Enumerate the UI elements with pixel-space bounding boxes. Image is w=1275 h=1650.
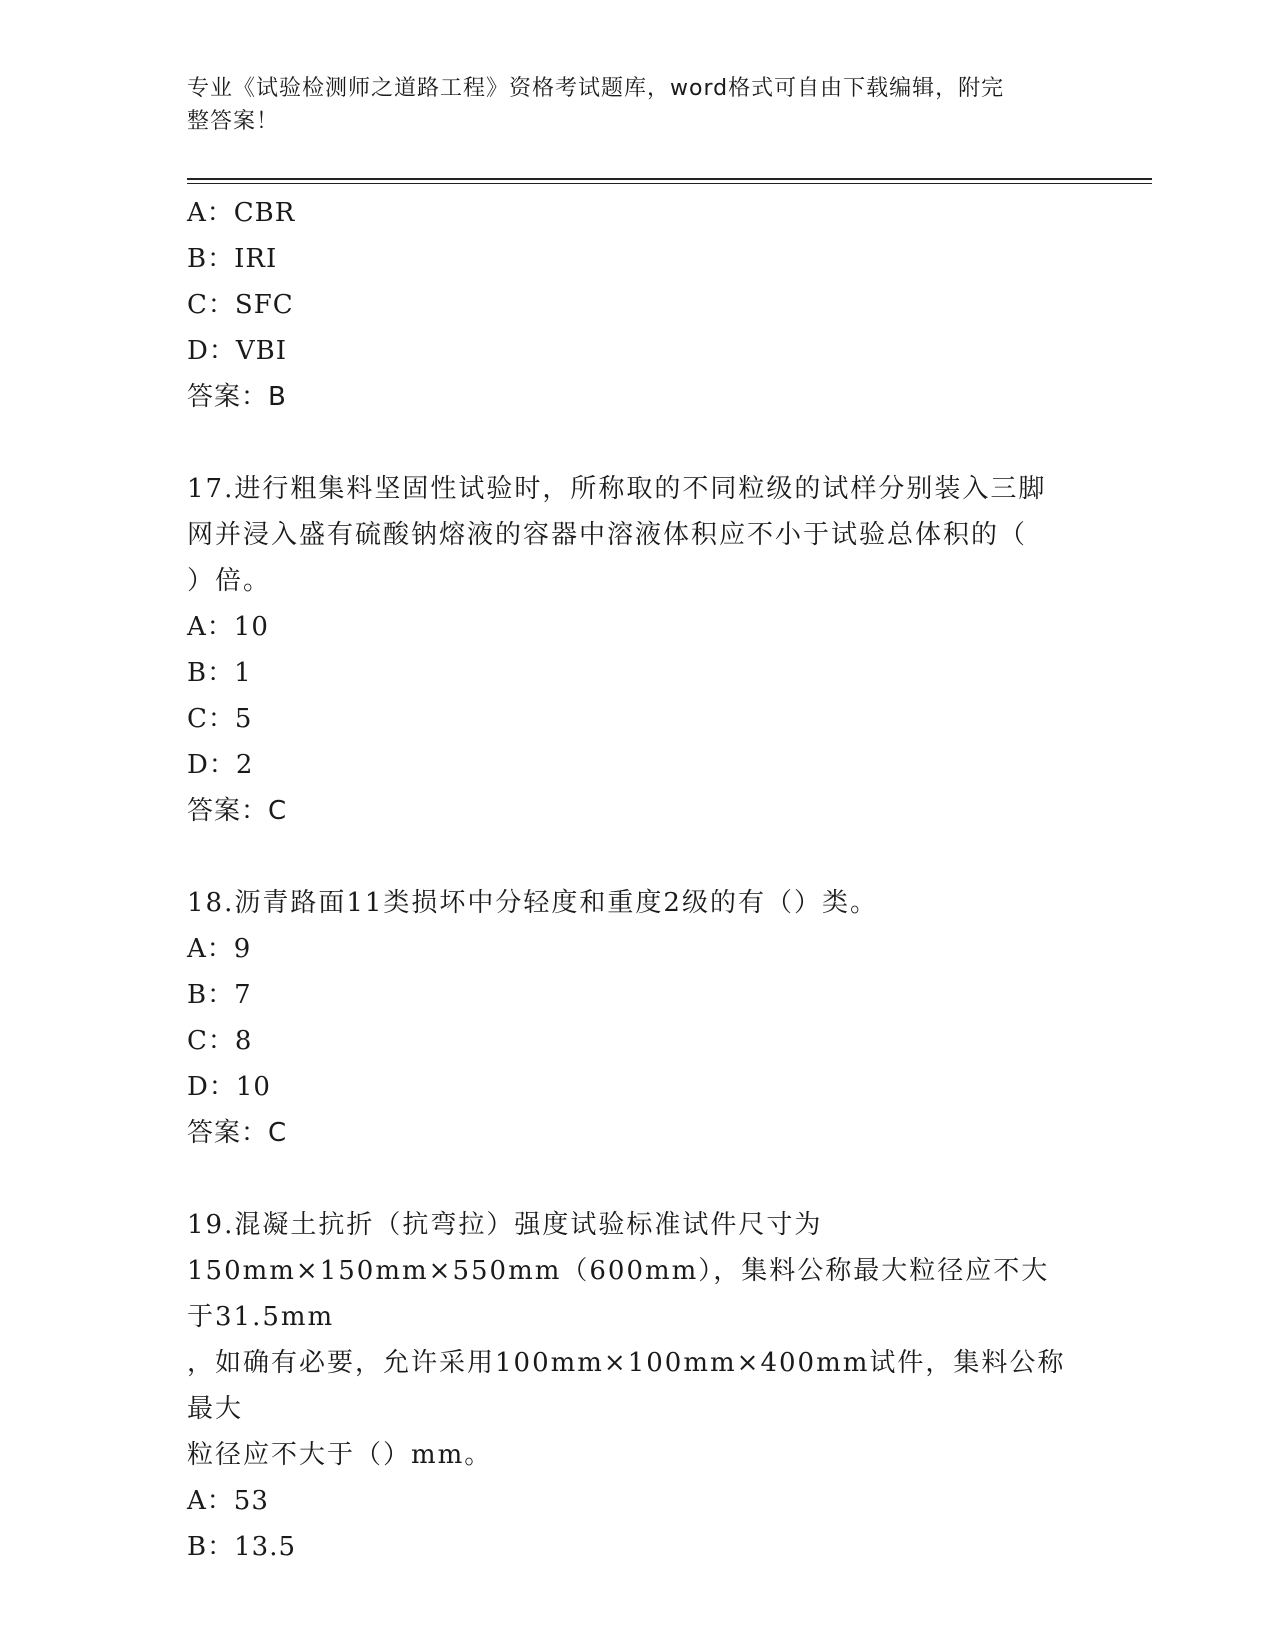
option-a: A：10 bbox=[187, 612, 269, 642]
answer: 答案：B bbox=[187, 382, 287, 412]
question-line: ）倍。 bbox=[187, 566, 272, 596]
option-b: B：7 bbox=[187, 980, 252, 1010]
option-b: B：1 bbox=[187, 658, 252, 688]
option-b: B：13.5 bbox=[187, 1532, 296, 1562]
document-header bbox=[187, 72, 1067, 138]
question-line: 18.沥青路面11类损坏中分轻度和重度2级的有（）类。 bbox=[187, 888, 878, 918]
header-line-2: 整答案！ bbox=[187, 109, 280, 134]
option-a: A：CBR bbox=[187, 198, 296, 228]
answer: 答案：C bbox=[187, 796, 288, 826]
question-19 bbox=[187, 1202, 1077, 1570]
question-text bbox=[187, 880, 1067, 926]
header-rule-thin bbox=[187, 183, 1152, 184]
question-17 bbox=[187, 466, 1077, 834]
option-b: B：IRI bbox=[187, 244, 278, 274]
question-line: 粒径应不大于（）mm。 bbox=[187, 1440, 493, 1470]
question-line: ，如确有必要，允许采用100mm×100mm×400mm试件，集料公称最大 bbox=[187, 1348, 1066, 1424]
question-content bbox=[187, 190, 1077, 1570]
option-c: C：8 bbox=[187, 1026, 253, 1056]
option-c: C：5 bbox=[187, 704, 253, 734]
question-16 bbox=[187, 190, 1077, 420]
option-d: D：2 bbox=[187, 750, 254, 780]
question-text bbox=[187, 1202, 1067, 1478]
option-c: C：SFC bbox=[187, 290, 294, 320]
header-line-1: 专业《试验检测师之道路工程》资格考试题库，word格式可自由下载编辑，附完 bbox=[187, 76, 1005, 101]
option-a: A：53 bbox=[187, 1486, 269, 1516]
option-a: A：9 bbox=[187, 934, 252, 964]
question-text bbox=[187, 466, 1067, 604]
question-line: 17.进行粗集料坚固性试验时，所称取的不同粒级的试样分别装入三脚 bbox=[187, 474, 1047, 504]
option-d: D：VBI bbox=[187, 336, 287, 366]
option-d: D：10 bbox=[187, 1072, 271, 1102]
question-line: 150mm×150mm×550mm（600mm），集料公称最大粒径应不大于31.5mm bbox=[187, 1256, 1050, 1332]
header-rule-thick bbox=[187, 178, 1152, 180]
answer: 答案：C bbox=[187, 1118, 288, 1148]
question-line: 网并浸入盛有硫酸钠熔液的容器中溶液体积应不小于试验总体积的（ bbox=[187, 520, 1028, 550]
question-18 bbox=[187, 880, 1077, 1156]
question-line: 19.混凝土抗折（抗弯拉）强度试验标准试件尺寸为 bbox=[187, 1210, 823, 1240]
